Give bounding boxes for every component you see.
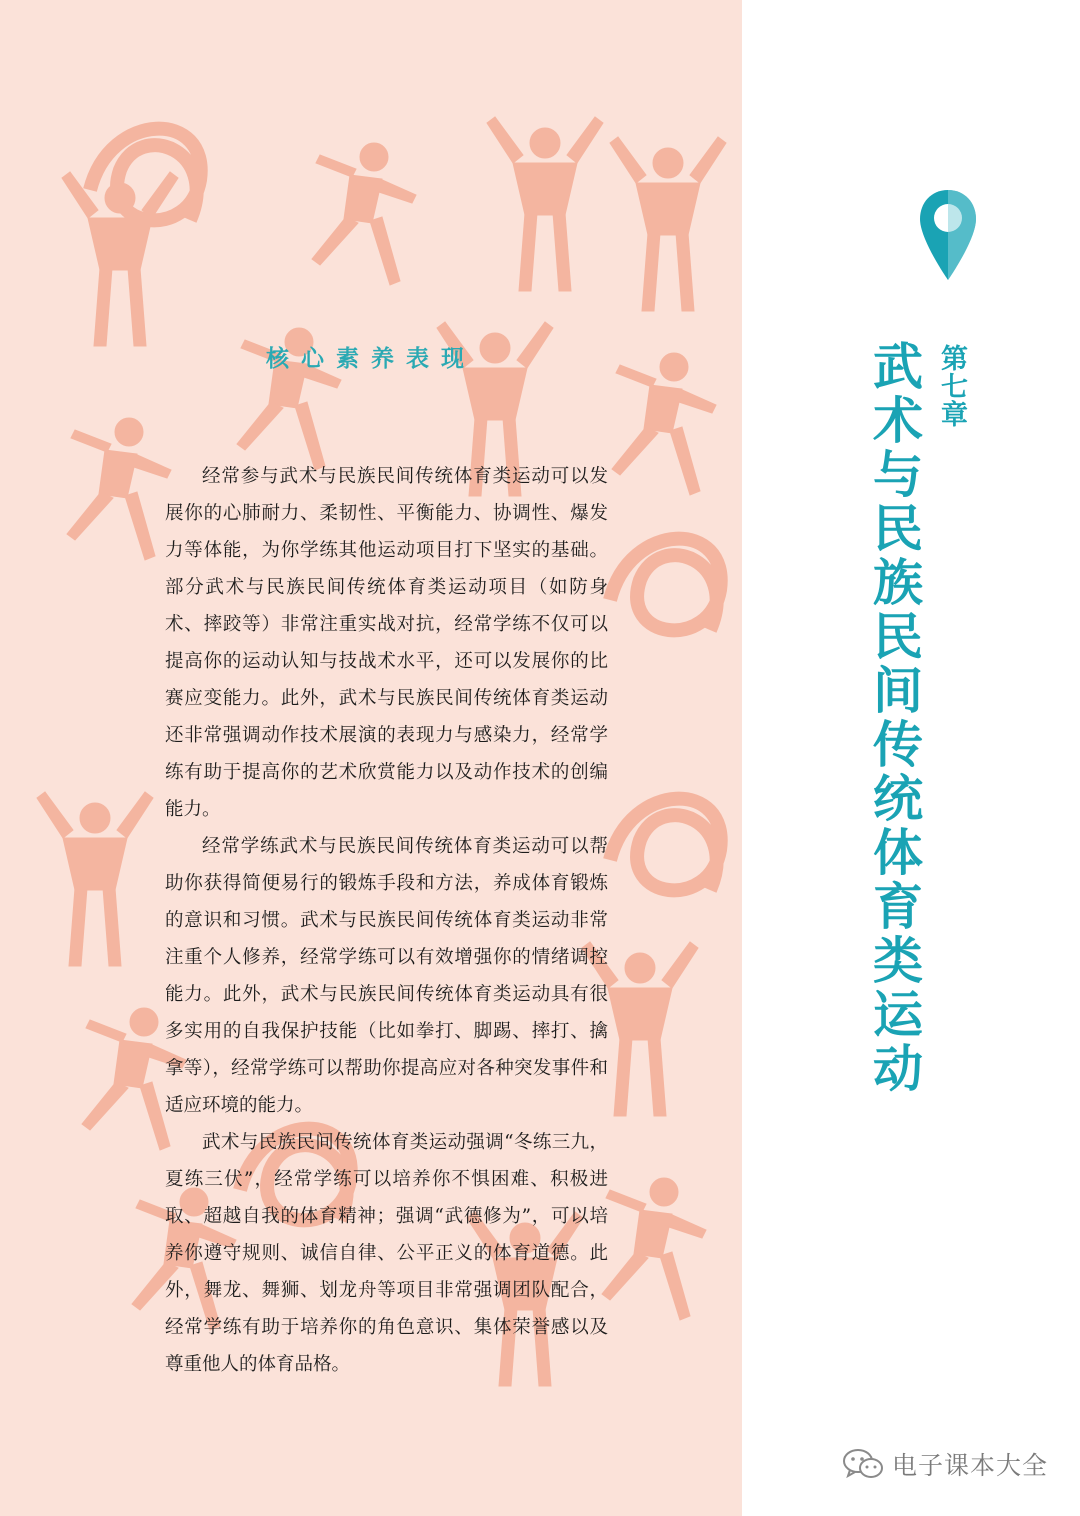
body-text xyxy=(165,458,608,1383)
watermark-text: 电子课本大全 xyxy=(892,1451,1049,1480)
chapter-title: 武术与民族民间传统体育类运动 xyxy=(865,340,923,1096)
watermark xyxy=(842,1446,1048,1482)
section-heading: 核心素养表现 xyxy=(266,346,476,372)
wechat-icon xyxy=(842,1448,884,1480)
chapter-number: 第七章 xyxy=(936,344,967,428)
location-pin-icon xyxy=(918,188,978,284)
paragraph: 经常参与武术与民族民间传统体育类运动可以发展你的心肺耐力、柔韧性、平衡能力、协调性、爆发力等体能，为你学练其他运动项目打下坚实的基础。部分武术与民族民间传统体育类运动项目（如防身术、摔跤等）非常注重实战对抗，经常学练不仅可以提高你的运动认知与技战术水平，还可以发展你的比赛应变能力。此外，武术与民族民间传统体育类运动还非常强调动作技术展演的表现力与感染力，经常学练有助于提高你的艺术欣赏能力以及动作技术的创编能力。 xyxy=(165,466,608,820)
paragraph: 武术与民族民间传统体育类运动强调“冬练三九，夏练三伏”，经常学练可以培养你不惧困难、积极进取、超越自我的体育精神；强调“武德修为”，可以培养你遵守规则、诚信自律、公平正义的体育道德。此外，舞龙、舞狮、划龙舟等项目非常强调团队配合，经常学练有助于培养你的角色意识、集体荣誉感以及尊重他人的体育品格。 xyxy=(165,1132,608,1375)
paragraph: 经常学练武术与民族民间传统体育类运动可以帮助你获得简便易行的锻炼手段和方法，养成体育锻炼的意识和习惯。武术与民族民间传统体育类运动非常注重个人修养，经常学练可以有效增强你的情绪调控能力。此外，武术与民族民间传统体育类运动具有很多实用的自我保护技能（比如拳打、脚踢、摔打、擒拿等），经常学练可以帮助你提高应对各种突发事件和适应环境的能力。 xyxy=(165,836,608,1116)
